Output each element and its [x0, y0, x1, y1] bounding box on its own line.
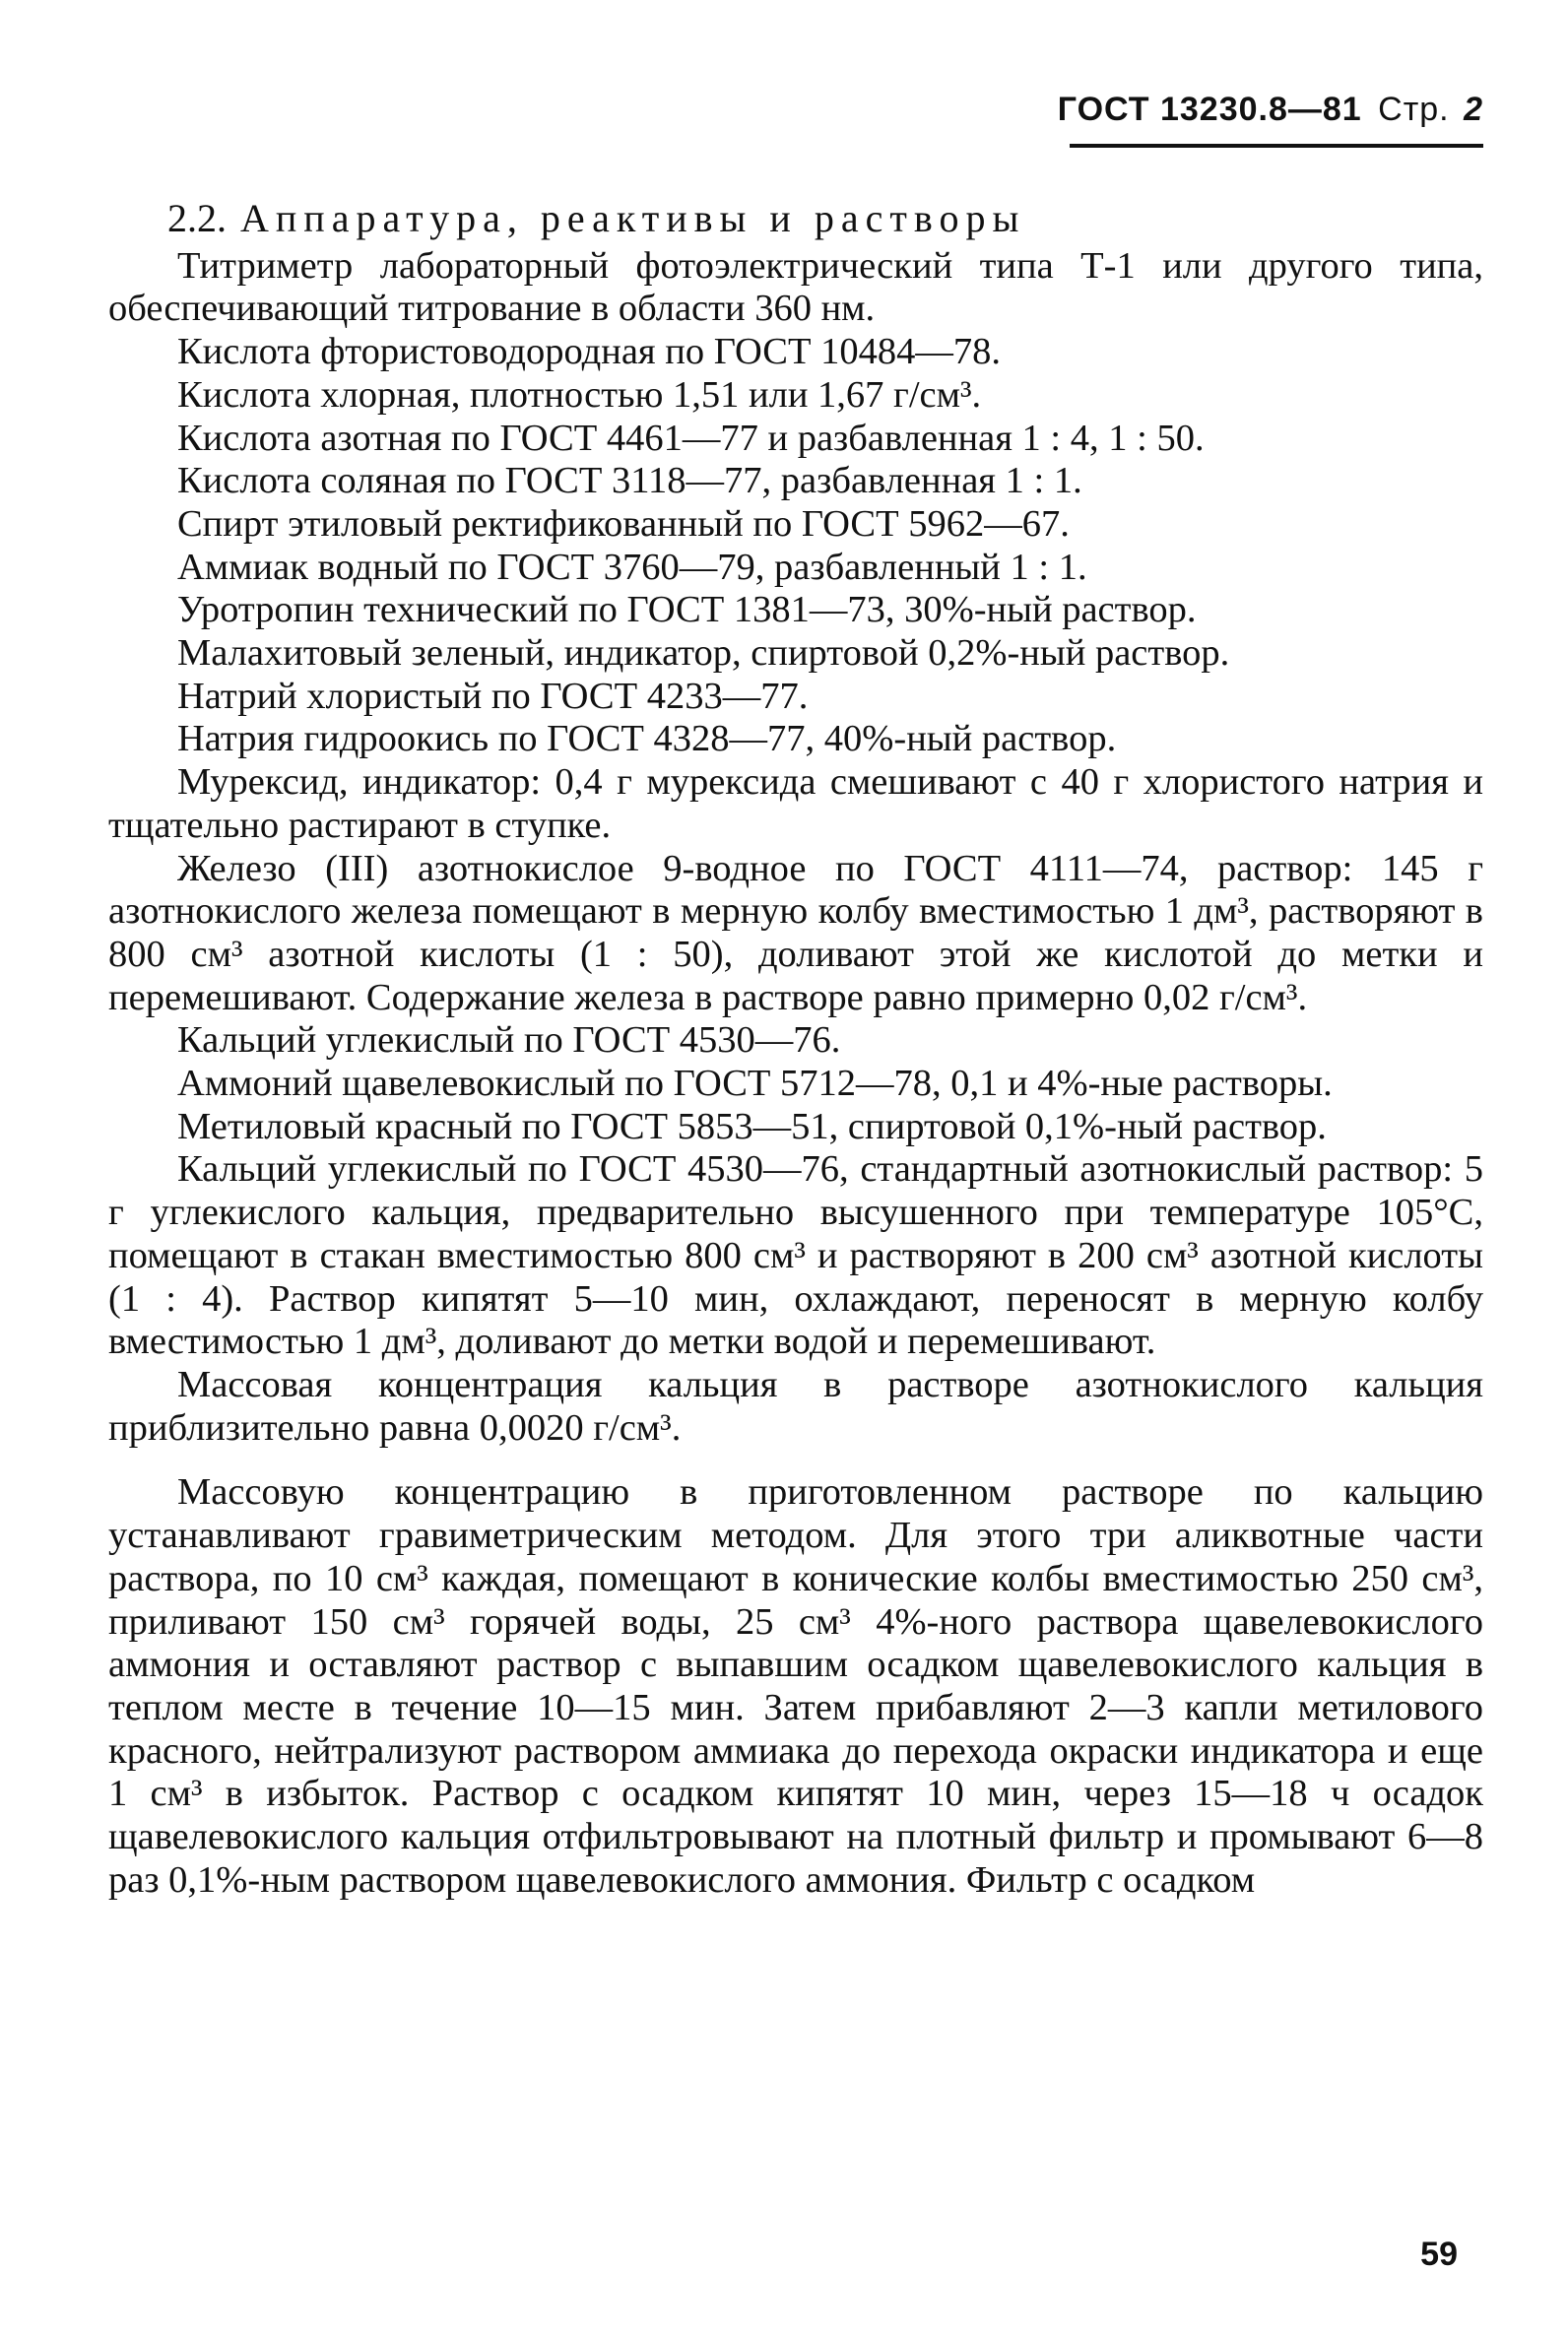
section-heading	[108, 197, 1483, 240]
section-title: Аппаратура, реактивы и растворы	[240, 196, 1026, 240]
paragraph: Спирт этиловый ректификованный по ГОСТ 5962—67.	[177, 502, 1070, 545]
section-number: 2.2.	[167, 196, 227, 240]
document-body	[108, 197, 1483, 1902]
header-page-number: 2	[1464, 91, 1483, 128]
paragraph: Кислота азотная по ГОСТ 4461—77 и разбавленная 1 : 4, 1 : 50.	[177, 417, 1205, 459]
header-rule	[1070, 144, 1483, 148]
paragraph: Уротропин технический по ГОСТ 1381—73, 30%-ный раствор.	[177, 589, 1197, 631]
paragraph: Аммоний щавелевокислый по ГОСТ 5712—78, 0,1 и 4%-ные растворы.	[177, 1063, 1333, 1105]
page-label: Стр.	[1378, 91, 1450, 128]
paragraph: Кислота соляная по ГОСТ 3118—77, разбавленная 1 : 1.	[177, 460, 1082, 502]
paragraph: Массовая концентрация кальция в растворе азотнокислого кальция приблизительно равна 0,0020 г/см³.	[108, 1363, 1483, 1449]
paragraph: Кальций углекислый по ГОСТ 4530—76.	[177, 1019, 841, 1062]
paragraph: Массовую концентрацию в приготовленном растворе по кальцию устанавливают гравиметрическим методом. Для этого три аликвотные части раствора, по 10 см³ каждая, помещают в конические колбы вместимостью 250 см³, приливают 150 см³ горячей воды, 25 см³ 4%-ного раствора щавелевокислого аммония и оставляют раствор с выпавшим осадком щавелевокислого кальция в теплом месте в течение 10—15 мин. Затем прибавляют 2—3 капли метилового красного, нейтрализуют раствором аммиака до перехода окраски индикатора и еще 1 см³ в избыток. Раствор с осадком кипятят 10 мин, через 15—18 ч осадок щавелевокислого кальция отфильтровывают на плотный фильтр и промывают 6—8 раз 0,1%-ным раствором щавелевокислого аммония. Фильтр с осадком	[108, 1471, 1483, 1901]
paragraph: Натрий хлористый по ГОСТ 4233—77.	[177, 675, 809, 717]
paragraph: Кислота фтористоводородная по ГОСТ 10484—78.	[177, 331, 1002, 373]
footer-page-number: 59	[1420, 2236, 1458, 2273]
paragraph: Натрия гидроокись по ГОСТ 4328—77, 40%-ный раствор.	[177, 718, 1117, 760]
paragraph: Титриметр лабораторный фотоэлектрический типа Т-1 или другого типа, обеспечивающий титрование в области 360 нм.	[108, 244, 1483, 330]
paragraph: Метиловый красный по ГОСТ 5853—51, спиртовой 0,1%-ный раствор.	[177, 1105, 1327, 1147]
paragraph: Мурексид, индикатор: 0,4 г мурексида смешивают с 40 г хлористого натрия и тщательно растирают в ступке.	[108, 761, 1483, 846]
paragraph: Кислота хлорная, плотностью 1,51 или 1,67 г/см³.	[177, 373, 982, 416]
paragraph: Кальций углекислый по ГОСТ 4530—76, стандартный азотнокислый раствор: 5 г углекислого кальция, предварительно высушенного при температуре 105°С, помещают в стакан вместимостью 800 см³ и растворяют в 200 см³ азотной кислоты (1 : 4). Раствор кипятят 5—10 мин, охлаждают, переносят в мерную колбу вместимостью 1 дм³, доливают до метки водой и перемешивают.	[108, 1148, 1483, 1363]
standard-number: ГОСТ 13230.8—81	[1057, 91, 1362, 128]
page-header	[1058, 91, 1483, 129]
paragraph-list	[108, 245, 1483, 1903]
paragraph: Железо (III) азотнокислое 9-водное по ГОСТ 4111—74, раствор: 145 г азотнокислого железа помещают в мерную колбу вместимостью 1 дм³, растворяют в 800 см³ азотной кислоты (1 : 50), доливают этой же кислотой до метки и перемешивают. Содержание железа в растворе равно примерно 0,02 г/см³.	[108, 847, 1483, 1018]
paragraph: Аммиак водный по ГОСТ 3760—79, разбавленный 1 : 1.	[177, 546, 1087, 588]
paragraph: Малахитовый зеленый, индикатор, спиртовой 0,2%-ный раствор.	[177, 632, 1230, 675]
